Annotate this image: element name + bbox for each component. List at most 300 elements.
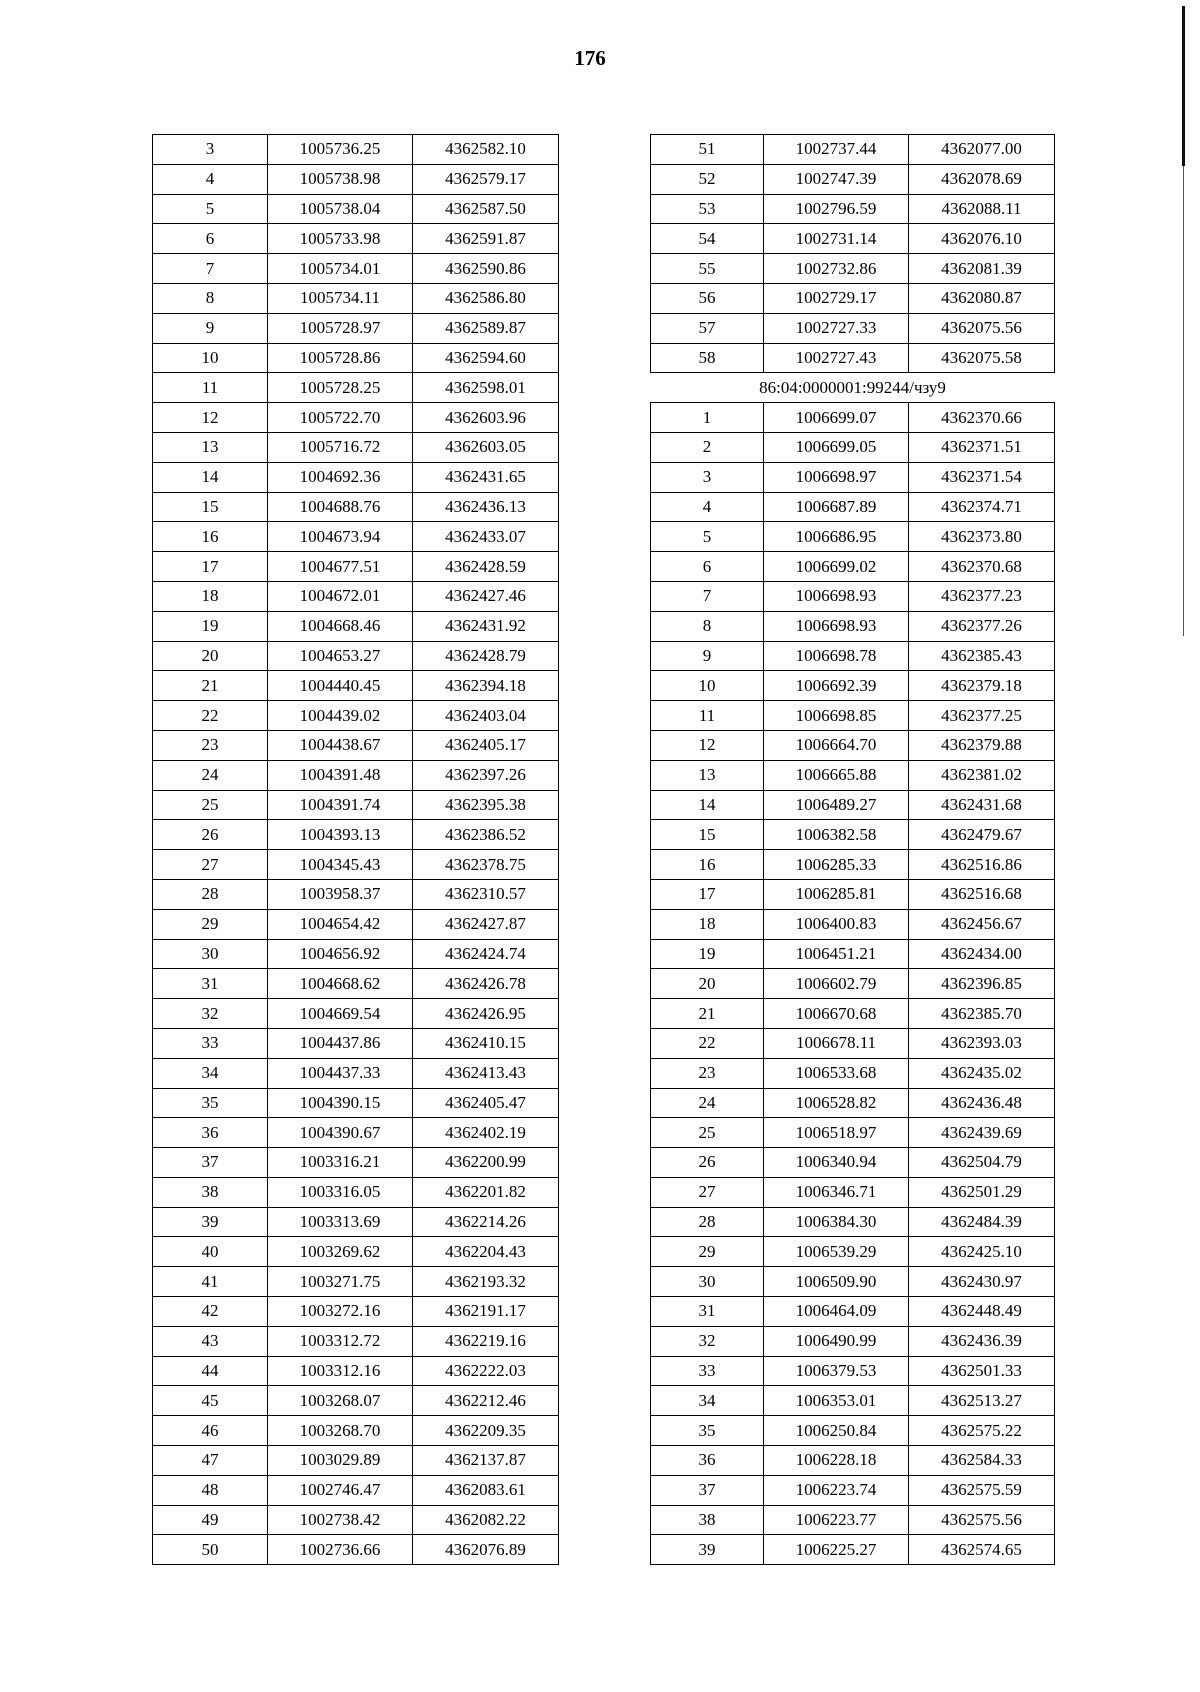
table-row: [651, 879, 1055, 909]
y-coordinate-cell: 4362413.43: [413, 1058, 559, 1088]
x-coordinate-cell: 1002736.66: [268, 1535, 413, 1565]
point-number-cell: 20: [651, 969, 764, 999]
x-coordinate-cell: 1003029.89: [268, 1446, 413, 1476]
x-coordinate-cell: 1005728.86: [268, 343, 413, 373]
table-row: [651, 1088, 1055, 1118]
y-coordinate-cell: 4362439.69: [909, 1118, 1055, 1148]
x-coordinate-cell: 1006699.02: [764, 552, 909, 582]
y-coordinate-cell: 4362405.17: [413, 730, 559, 760]
x-coordinate-cell: 1006346.71: [764, 1177, 909, 1207]
x-coordinate-cell: 1002727.33: [764, 313, 909, 343]
table-row: [651, 1028, 1055, 1058]
y-coordinate-cell: 4362088.11: [909, 194, 1055, 224]
point-number-cell: 18: [153, 581, 268, 611]
table-row: [153, 373, 559, 403]
point-number-cell: 24: [651, 1088, 764, 1118]
y-coordinate-cell: 4362590.86: [413, 254, 559, 284]
table-row: [651, 194, 1055, 224]
table-row: [153, 1148, 559, 1178]
y-coordinate-cell: 4362433.07: [413, 522, 559, 552]
y-coordinate-cell: 4362083.61: [413, 1475, 559, 1505]
coordinates-table-right: [650, 134, 1055, 1565]
point-number-cell: 36: [153, 1118, 268, 1148]
point-number-cell: 7: [153, 254, 268, 284]
point-number-cell: 8: [153, 283, 268, 313]
x-coordinate-cell: 1004439.02: [268, 701, 413, 731]
y-coordinate-cell: 4362513.27: [909, 1386, 1055, 1416]
y-coordinate-cell: 4362076.10: [909, 224, 1055, 254]
table-row: [153, 135, 559, 165]
table-row: [153, 1505, 559, 1535]
y-coordinate-cell: 4362594.60: [413, 343, 559, 373]
table-row: [153, 432, 559, 462]
x-coordinate-cell: 1004391.48: [268, 760, 413, 790]
point-number-cell: 17: [153, 552, 268, 582]
point-number-cell: 2: [651, 432, 764, 462]
x-coordinate-cell: 1005738.04: [268, 194, 413, 224]
table-row: [651, 1326, 1055, 1356]
table-row: [651, 760, 1055, 790]
table-row: [651, 790, 1055, 820]
y-coordinate-cell: 4362426.78: [413, 969, 559, 999]
table-row: [651, 1237, 1055, 1267]
x-coordinate-cell: 1004345.43: [268, 850, 413, 880]
table-row: [153, 313, 559, 343]
y-coordinate-cell: 4362436.13: [413, 492, 559, 522]
table-row: [651, 969, 1055, 999]
table-row: [651, 492, 1055, 522]
y-coordinate-cell: 4362434.00: [909, 939, 1055, 969]
point-number-cell: 43: [153, 1326, 268, 1356]
x-coordinate-cell: 1002796.59: [764, 194, 909, 224]
x-coordinate-cell: 1006223.77: [764, 1505, 909, 1535]
x-coordinate-cell: 1006698.85: [764, 701, 909, 731]
table-row: [153, 701, 559, 731]
page-number: 176: [574, 46, 606, 70]
table-row: [651, 671, 1055, 701]
x-coordinate-cell: 1006602.79: [764, 969, 909, 999]
y-coordinate-cell: 4362431.65: [413, 462, 559, 492]
y-coordinate-cell: 4362378.75: [413, 850, 559, 880]
y-coordinate-cell: 4362379.18: [909, 671, 1055, 701]
x-coordinate-cell: 1003268.07: [268, 1386, 413, 1416]
x-coordinate-cell: 1003313.69: [268, 1207, 413, 1237]
x-coordinate-cell: 1006451.21: [764, 939, 909, 969]
point-number-cell: 27: [153, 850, 268, 880]
x-coordinate-cell: 1006686.95: [764, 522, 909, 552]
y-coordinate-cell: 4362428.79: [413, 641, 559, 671]
point-number-cell: 23: [153, 730, 268, 760]
x-coordinate-cell: 1002727.43: [764, 343, 909, 373]
y-coordinate-cell: 4362396.85: [909, 969, 1055, 999]
y-coordinate-cell: 4362374.71: [909, 492, 1055, 522]
y-coordinate-cell: 4362310.57: [413, 879, 559, 909]
x-coordinate-cell: 1004391.74: [268, 790, 413, 820]
point-number-cell: 17: [651, 879, 764, 909]
table-row: [651, 850, 1055, 880]
point-number-cell: 30: [153, 939, 268, 969]
table-row: [651, 581, 1055, 611]
x-coordinate-cell: 1005722.70: [268, 403, 413, 433]
point-number-cell: 31: [153, 969, 268, 999]
y-coordinate-cell: 4362212.46: [413, 1386, 559, 1416]
y-coordinate-cell: 4362219.16: [413, 1326, 559, 1356]
x-coordinate-cell: 1006533.68: [764, 1058, 909, 1088]
table-row: [651, 611, 1055, 641]
table-row: [651, 1267, 1055, 1297]
x-coordinate-cell: 1004438.67: [268, 730, 413, 760]
table-row: [651, 135, 1055, 165]
x-coordinate-cell: 1006698.93: [764, 611, 909, 641]
y-coordinate-cell: 4362377.25: [909, 701, 1055, 731]
point-number-cell: 25: [153, 790, 268, 820]
point-number-cell: 35: [153, 1088, 268, 1118]
y-coordinate-cell: 4362574.65: [909, 1535, 1055, 1565]
table-row: [153, 1207, 559, 1237]
point-number-cell: 7: [651, 581, 764, 611]
cadastral-number-header: 86:04:0000001:99244/чзу9: [759, 377, 946, 397]
point-number-cell: 8: [651, 611, 764, 641]
point-number-cell: 34: [651, 1386, 764, 1416]
point-number-cell: 22: [651, 1028, 764, 1058]
point-number-cell: 42: [153, 1297, 268, 1327]
x-coordinate-cell: 1002731.14: [764, 224, 909, 254]
y-coordinate-cell: 4362435.02: [909, 1058, 1055, 1088]
x-coordinate-cell: 1005733.98: [268, 224, 413, 254]
y-coordinate-cell: 4362377.23: [909, 581, 1055, 611]
point-number-cell: 40: [153, 1237, 268, 1267]
y-coordinate-cell: 4362081.39: [909, 254, 1055, 284]
table-row: [651, 283, 1055, 313]
y-coordinate-cell: 4362504.79: [909, 1148, 1055, 1178]
x-coordinate-cell: 1006223.74: [764, 1475, 909, 1505]
x-coordinate-cell: 1004393.13: [268, 820, 413, 850]
table-row: [153, 879, 559, 909]
x-coordinate-cell: 1002738.42: [268, 1505, 413, 1535]
table-row: [651, 403, 1055, 433]
point-number-cell: 25: [651, 1118, 764, 1148]
x-coordinate-cell: 1006464.09: [764, 1297, 909, 1327]
point-number-cell: 56: [651, 283, 764, 313]
y-coordinate-cell: 4362403.04: [413, 701, 559, 731]
point-number-cell: 18: [651, 909, 764, 939]
table-row: [153, 1088, 559, 1118]
point-number-cell: 5: [651, 522, 764, 552]
x-coordinate-cell: 1004668.62: [268, 969, 413, 999]
point-number-cell: 32: [153, 999, 268, 1029]
y-coordinate-cell: 4362402.19: [413, 1118, 559, 1148]
x-coordinate-cell: 1005734.11: [268, 283, 413, 313]
point-number-cell: 13: [651, 760, 764, 790]
y-coordinate-cell: 4362589.87: [413, 313, 559, 343]
point-number-cell: 55: [651, 254, 764, 284]
y-coordinate-cell: 4362377.26: [909, 611, 1055, 641]
point-number-cell: 16: [651, 850, 764, 880]
x-coordinate-cell: 1005738.98: [268, 164, 413, 194]
x-coordinate-cell: 1004437.86: [268, 1028, 413, 1058]
y-coordinate-cell: 4362582.10: [413, 135, 559, 165]
point-number-cell: 29: [651, 1237, 764, 1267]
point-number-cell: 50: [153, 1535, 268, 1565]
x-coordinate-cell: 1006699.07: [764, 403, 909, 433]
table-row: [153, 552, 559, 582]
table-row: [153, 1446, 559, 1476]
point-number-cell: 58: [651, 343, 764, 373]
y-coordinate-cell: 4362137.87: [413, 1446, 559, 1476]
coordinates-table-left: [152, 134, 559, 1565]
table-row: [153, 1058, 559, 1088]
x-coordinate-cell: 1003316.05: [268, 1177, 413, 1207]
table-row: [153, 1267, 559, 1297]
y-coordinate-cell: 4362587.50: [413, 194, 559, 224]
point-number-cell: 22: [153, 701, 268, 731]
table-row: [651, 999, 1055, 1029]
y-coordinate-cell: 4362579.17: [413, 164, 559, 194]
point-number-cell: 26: [153, 820, 268, 850]
table-row: [153, 194, 559, 224]
x-coordinate-cell: 1006670.68: [764, 999, 909, 1029]
point-number-cell: 39: [651, 1535, 764, 1565]
point-number-cell: 37: [153, 1148, 268, 1178]
x-coordinate-cell: 1004390.15: [268, 1088, 413, 1118]
table-row: [153, 611, 559, 641]
y-coordinate-cell: 4362575.59: [909, 1475, 1055, 1505]
point-number-cell: 12: [153, 403, 268, 433]
table-row: [651, 1148, 1055, 1178]
y-coordinate-cell: 4362201.82: [413, 1177, 559, 1207]
x-coordinate-cell: 1004673.94: [268, 522, 413, 552]
y-coordinate-cell: 4362484.39: [909, 1207, 1055, 1237]
table-row: [651, 164, 1055, 194]
x-coordinate-cell: 1003312.72: [268, 1326, 413, 1356]
x-coordinate-cell: 1004653.27: [268, 641, 413, 671]
table-row: [651, 1177, 1055, 1207]
x-coordinate-cell: 1006678.11: [764, 1028, 909, 1058]
point-number-cell: 21: [153, 671, 268, 701]
point-number-cell: 28: [651, 1207, 764, 1237]
y-coordinate-cell: 4362078.69: [909, 164, 1055, 194]
x-coordinate-cell: 1006489.27: [764, 790, 909, 820]
y-coordinate-cell: 4362385.43: [909, 641, 1055, 671]
table-row: [153, 820, 559, 850]
table-row: [651, 522, 1055, 552]
y-coordinate-cell: 4362076.89: [413, 1535, 559, 1565]
y-coordinate-cell: 4362214.26: [413, 1207, 559, 1237]
x-coordinate-cell: 1003316.21: [268, 1148, 413, 1178]
y-coordinate-cell: 4362082.22: [413, 1505, 559, 1535]
point-number-cell: 10: [651, 671, 764, 701]
table-row: [153, 1118, 559, 1148]
x-coordinate-cell: 1004656.92: [268, 939, 413, 969]
x-coordinate-cell: 1002747.39: [764, 164, 909, 194]
table-row: [153, 1297, 559, 1327]
y-coordinate-cell: 4362586.80: [413, 283, 559, 313]
point-number-cell: 14: [651, 790, 764, 820]
y-coordinate-cell: 4362426.95: [413, 999, 559, 1029]
x-coordinate-cell: 1003312.16: [268, 1356, 413, 1386]
point-number-cell: 20: [153, 641, 268, 671]
x-coordinate-cell: 1005734.01: [268, 254, 413, 284]
y-coordinate-cell: 4362425.10: [909, 1237, 1055, 1267]
point-number-cell: 35: [651, 1416, 764, 1446]
y-coordinate-cell: 4362395.38: [413, 790, 559, 820]
table-row: [651, 730, 1055, 760]
table-row: [651, 1058, 1055, 1088]
point-number-cell: 29: [153, 909, 268, 939]
x-coordinate-cell: 1006699.05: [764, 432, 909, 462]
x-coordinate-cell: 1003958.37: [268, 879, 413, 909]
point-number-cell: 57: [651, 313, 764, 343]
x-coordinate-cell: 1006518.97: [764, 1118, 909, 1148]
x-coordinate-cell: 1006687.89: [764, 492, 909, 522]
table-row: [153, 999, 559, 1029]
x-coordinate-cell: 1002746.47: [268, 1475, 413, 1505]
scan-margin-line: [1182, 6, 1185, 166]
y-coordinate-cell: 4362603.05: [413, 432, 559, 462]
table-row: [651, 343, 1055, 373]
point-number-cell: 1: [651, 403, 764, 433]
table-row: [153, 1475, 559, 1505]
point-number-cell: 6: [153, 224, 268, 254]
left-table-body: [153, 135, 559, 1565]
y-coordinate-cell: 4362516.86: [909, 850, 1055, 880]
table-row: [651, 701, 1055, 731]
x-coordinate-cell: 1006285.81: [764, 879, 909, 909]
point-number-cell: 16: [153, 522, 268, 552]
y-coordinate-cell: 4362575.56: [909, 1505, 1055, 1535]
x-coordinate-cell: 1004440.45: [268, 671, 413, 701]
x-coordinate-cell: 1002732.86: [764, 254, 909, 284]
table-row: [153, 581, 559, 611]
point-number-cell: 19: [651, 939, 764, 969]
point-number-cell: 37: [651, 1475, 764, 1505]
x-coordinate-cell: 1006228.18: [764, 1446, 909, 1476]
table-row: [153, 254, 559, 284]
table-row: [153, 909, 559, 939]
table-row: [153, 730, 559, 760]
x-coordinate-cell: 1003269.62: [268, 1237, 413, 1267]
y-coordinate-cell: 4362431.68: [909, 790, 1055, 820]
table-row: [153, 492, 559, 522]
y-coordinate-cell: 4362428.59: [413, 552, 559, 582]
point-number-cell: 38: [651, 1505, 764, 1535]
x-coordinate-cell: 1004677.51: [268, 552, 413, 582]
point-number-cell: 36: [651, 1446, 764, 1476]
point-number-cell: 28: [153, 879, 268, 909]
section-header-row: [651, 373, 1055, 403]
x-coordinate-cell: 1005728.25: [268, 373, 413, 403]
x-coordinate-cell: 1006353.01: [764, 1386, 909, 1416]
y-coordinate-cell: 4362080.87: [909, 283, 1055, 313]
point-number-cell: 10: [153, 343, 268, 373]
y-coordinate-cell: 4362075.58: [909, 343, 1055, 373]
point-number-cell: 24: [153, 760, 268, 790]
table-row: [651, 1297, 1055, 1327]
x-coordinate-cell: 1002729.17: [764, 283, 909, 313]
point-number-cell: 26: [651, 1148, 764, 1178]
table-row: [651, 909, 1055, 939]
table-row: [153, 969, 559, 999]
y-coordinate-cell: 4362370.66: [909, 403, 1055, 433]
y-coordinate-cell: 4362448.49: [909, 1297, 1055, 1327]
y-coordinate-cell: 4362077.00: [909, 135, 1055, 165]
y-coordinate-cell: 4362431.92: [413, 611, 559, 641]
y-coordinate-cell: 4362200.99: [413, 1148, 559, 1178]
x-coordinate-cell: 1005716.72: [268, 432, 413, 462]
point-number-cell: 14: [153, 462, 268, 492]
x-coordinate-cell: 1004437.33: [268, 1058, 413, 1088]
x-coordinate-cell: 1006509.90: [764, 1267, 909, 1297]
point-number-cell: 9: [651, 641, 764, 671]
point-number-cell: 54: [651, 224, 764, 254]
right-table-body: [651, 135, 1055, 1565]
x-coordinate-cell: 1004654.42: [268, 909, 413, 939]
table-row: [651, 1446, 1055, 1476]
y-coordinate-cell: 4362430.97: [909, 1267, 1055, 1297]
scan-margin-line-thin: [1183, 166, 1184, 636]
table-row: [153, 1416, 559, 1446]
point-number-cell: 13: [153, 432, 268, 462]
y-coordinate-cell: 4362222.03: [413, 1356, 559, 1386]
table-row: [153, 522, 559, 552]
y-coordinate-cell: 4362209.35: [413, 1416, 559, 1446]
point-number-cell: 53: [651, 194, 764, 224]
table-row: [651, 313, 1055, 343]
table-row: [153, 1177, 559, 1207]
point-number-cell: 47: [153, 1446, 268, 1476]
y-coordinate-cell: 4362575.22: [909, 1416, 1055, 1446]
point-number-cell: 51: [651, 135, 764, 165]
table-row: [153, 1326, 559, 1356]
point-number-cell: 52: [651, 164, 764, 194]
table-row: [651, 1356, 1055, 1386]
table-row: [651, 552, 1055, 582]
point-number-cell: 41: [153, 1267, 268, 1297]
y-coordinate-cell: 4362193.32: [413, 1267, 559, 1297]
point-number-cell: 48: [153, 1475, 268, 1505]
table-row: [651, 1535, 1055, 1565]
table-row: [153, 1356, 559, 1386]
point-number-cell: 31: [651, 1297, 764, 1327]
y-coordinate-cell: 4362204.43: [413, 1237, 559, 1267]
x-coordinate-cell: 1004669.54: [268, 999, 413, 1029]
y-coordinate-cell: 4362424.74: [413, 939, 559, 969]
table-row: [651, 1475, 1055, 1505]
point-number-cell: 33: [651, 1356, 764, 1386]
table-row: [651, 1207, 1055, 1237]
y-coordinate-cell: 4362385.70: [909, 999, 1055, 1029]
point-number-cell: 15: [153, 492, 268, 522]
y-coordinate-cell: 4362598.01: [413, 373, 559, 403]
y-coordinate-cell: 4362386.52: [413, 820, 559, 850]
point-number-cell: 19: [153, 611, 268, 641]
table-row: [651, 254, 1055, 284]
x-coordinate-cell: 1005728.97: [268, 313, 413, 343]
point-number-cell: 49: [153, 1505, 268, 1535]
y-coordinate-cell: 4362410.15: [413, 1028, 559, 1058]
point-number-cell: 6: [651, 552, 764, 582]
point-number-cell: 5: [153, 194, 268, 224]
y-coordinate-cell: 4362436.48: [909, 1088, 1055, 1118]
y-coordinate-cell: 4362379.88: [909, 730, 1055, 760]
y-coordinate-cell: 4362370.68: [909, 552, 1055, 582]
y-coordinate-cell: 4362427.46: [413, 581, 559, 611]
y-coordinate-cell: 4362591.87: [413, 224, 559, 254]
table-row: [153, 939, 559, 969]
x-coordinate-cell: 1003272.16: [268, 1297, 413, 1327]
point-number-cell: 21: [651, 999, 764, 1029]
x-coordinate-cell: 1006382.58: [764, 820, 909, 850]
